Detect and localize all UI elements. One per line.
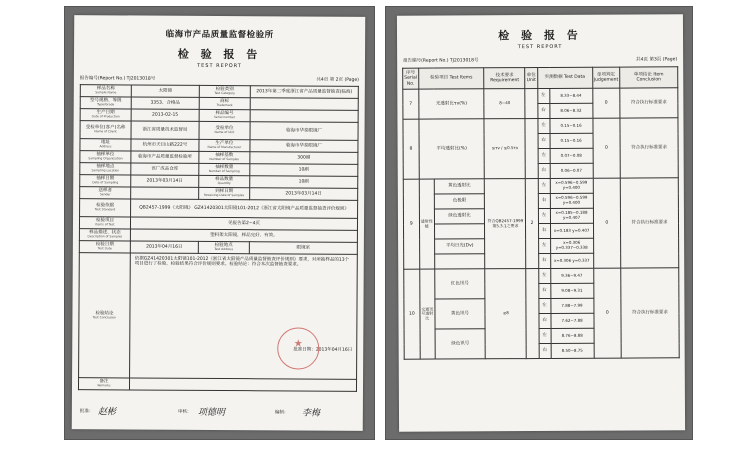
report-number: 报告编号(Report No.) TJ2013018号 — [403, 58, 479, 64]
table-row: 绿色讯号 左 8.76~8.88 — [404, 328, 679, 344]
report-title: 检 验 报 告 — [177, 47, 262, 62]
table-row: 右 8.06~8.32 — [403, 103, 678, 119]
approver-signature: 赵彬 — [97, 407, 116, 418]
report-subtitle: TEST REPORT — [517, 43, 563, 51]
table-row: 抽样地点 Sampling Location 该厂成品仓库 抽样数量 Number of Sampling 10副 — [80, 163, 358, 177]
table-row: 型号规格、等级 Type/Grade 3353、合格品 商标 Trademark — [80, 97, 358, 111]
table-row: 右 8.50~8.75 — [404, 343, 679, 359]
report-cover-sheet — [72, 15, 366, 431]
report-number: 报告编号(Report No.) TJ2013018号 — [79, 76, 156, 82]
photo-report-data-page — [385, 6, 693, 440]
official-seal: ★ — [277, 327, 319, 369]
table-row: 右 x=0.306 y=0.337 — [404, 253, 679, 269]
table-row: 右 7.62~7.88 — [404, 313, 679, 329]
table-row: 抽样日期 Date of Sampling 2013年03月14日 样品数量 Quantity 10副 — [80, 175, 358, 189]
table-row: 生产日期 Date of Production 2013-02-15 样品编号 Serial number — [80, 109, 358, 123]
table-row: 平均日光(Dv) 左 x=0.306 y=0.337~0.338 — [404, 238, 679, 254]
table-row: 色极限 右 x=0.596~0.599 y=0.400 — [403, 193, 678, 209]
compiler-signature: 李梅 — [301, 408, 320, 419]
institute-name: 临海市产品质量监督检验所 — [165, 29, 274, 41]
report-meta — [80, 73, 359, 85]
table-row: 9 透射性能 黄色透射比 符合QB2457-1999第5.3.1之要求 2 左 x=0.596~0.599 y=0.400 0 符合执行标准要求 — [403, 178, 678, 194]
table-row: 检验依据 Test Standard QB2457-1999《太阳镜》 GZ41420301太阳镜101-2012《浙江省太阳镜产品质量监督抽查评价规则》 — [80, 199, 358, 219]
report-meta — [403, 54, 677, 65]
table-row: 检验项目 Items of Test 见报告第2~4页 — [79, 217, 357, 231]
verifier-signature: 项德明 — [197, 407, 225, 419]
photo-report-cover — [64, 6, 375, 440]
report-data-sheet — [397, 14, 685, 431]
table-row: 8 平均透射比(%) ≤τv / ≤0.5τv 左 0.15~0.16 0 符合执行标准要求 — [403, 118, 678, 134]
signature-row: 批准： 赵彬 审核： 项德明 编制： 李梅 — [80, 405, 355, 421]
table-row: 地址 Address 杭州市天目山路222号 生产单位 Name of Manufacturer 临海市华泰眼镜厂 — [80, 139, 358, 153]
table-row: 右 x=0.183 y=0.407 — [404, 223, 679, 239]
table-row: 样品名称 Sample Name 太阳镜 检验类别 Test Category 2013年第二季度浙江省产品质量监督抽查(临海) — [80, 85, 358, 99]
table-row: 7 光透射比τv(%) 8~40 左 8.33~8.44 0 符合执行标准要求 — [403, 88, 678, 104]
table-row: 右 9.08~9.31 — [404, 283, 679, 299]
table-row: 10 交通讯号透射比 红色讯号 ≥8 左 9.36~9.47 0 符合执行标准要求 — [404, 268, 679, 284]
table-row: 备注 Remarks — [78, 378, 356, 392]
conclusion-text: 依据GZ41420301太阳镜101-2012《浙江省太阳镜产品质量监督抽查评价规则》要求，对所抽样品的13个项目进行了检验，检验结果符合评价规则要求。检验结论：符合本次监督抽查要求。 批准日期：2013年04月16日 — [130, 253, 358, 379]
table-row: 黄色讯号 左 7.88~7.99 — [404, 298, 679, 314]
table-row: 样品描述、状态 Description of Samples 塑料架太阳镜，样品完好、有效。 — [79, 229, 357, 243]
report-subtitle: TEST REPORT — [197, 62, 242, 70]
table-row: 受检单位(客户)名称 Name of Client 浙江省质量技术监督局 受检单位 Name of Unit 临海市华泰眼镜厂 — [80, 121, 358, 141]
table-row: 送样者 Sender 到样日期 Receiving Date of Samples 2013年03月14日 — [80, 187, 358, 201]
test-results-table — [402, 66, 680, 359]
table-row: 抽样单位 Sampling Organization 临海市产品质量监督检验所 抽样基数 Number of Samples 300副 — [80, 151, 358, 165]
table-row: 检验日期 Test Date 2013年04月16日 检验地点 Test Address 眼镜室 — [79, 241, 357, 255]
page-number: 共4页 第3页 (Page) — [636, 57, 678, 63]
table-row: 左 0.07~0.08 — [403, 148, 678, 164]
table-row: 右 0.06~0.07 — [403, 163, 678, 179]
table-row: 右 0.15~0.16 — [403, 133, 678, 149]
report-title: 检 验 报 告 — [498, 28, 582, 43]
page-number: 共4页 第 2页 (Page) — [316, 77, 359, 83]
table-row: 绿色透射比 左 x=0.185~0.188 y=0.407 — [403, 208, 678, 224]
table-row: 检验结论 Test Conclusion 依据GZ41420301太阳镜101-2012《浙江省太阳镜产品质量监督抽查评价规则》要求，对所抽样品的13个项目进行了检验，检验结果符合评价规则要求。检验结论：符合本次监督抽查要求。 批准日期：2013年04月16日 — [79, 253, 358, 380]
table-header-row: 序号 Serial No. 检验项目 Test Items 技术要求 Requirement 单位 Unit 实测数据 Test Data 单项判定 Judgement 单项结论 Item Conclusion — [403, 67, 678, 89]
